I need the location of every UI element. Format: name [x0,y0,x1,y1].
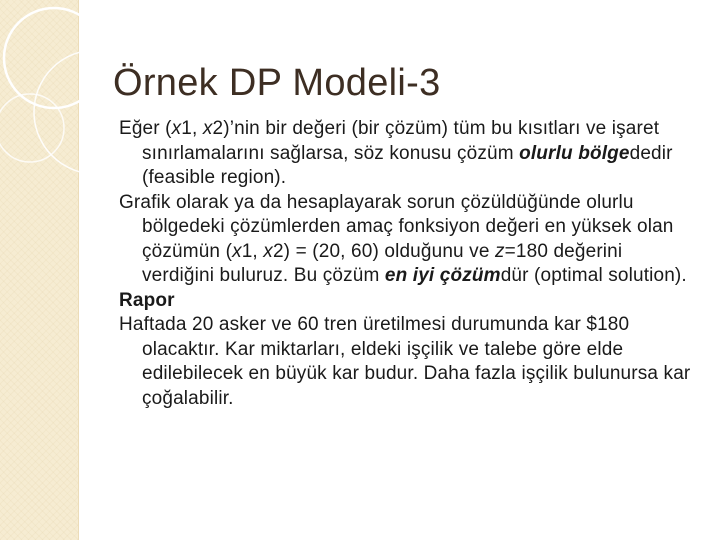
paragraph-report: Haftada 20 asker ve 60 tren üretilmesi durumunda kar $180 olacaktır. Kar miktarları, eldeki işçilik ve talebe göre elde edilebilecek en büyük kar budur. Daha fazla işçilik bulunursa kar çoğalabilir. [119,314,691,409]
slide-body [119,117,699,411]
paragraph-feasible-region: Eğer (x1, x2)’nin bir değeri (bir çözüm) tüm bu kısıtları ve işaret sınırlamalarını sağlarsa, söz konusu çözüm olurlu bölgededir (feasible region). [119,118,673,188]
slide-title: Örnek DP Modeli-3 [113,62,441,104]
section-heading-rapor: Rapor [119,289,175,311]
term-feasible-region: olurlu bölge [519,142,630,164]
paragraph-optimal-solution: Grafik olarak ya da hesaplayarak sorun çözüldüğünde olurlu bölgedeki çözümlerden amaç fonksiyon değeri en yüksek olan çözümün (x1, x2) = (20, 60) olduğunu ve z=180 değerini verdiğini buluruz. Bu çözüm en iyi çözümdür (optimal solution). [119,191,687,286]
term-optimal-solution: en iyi çözüm [384,265,501,286]
